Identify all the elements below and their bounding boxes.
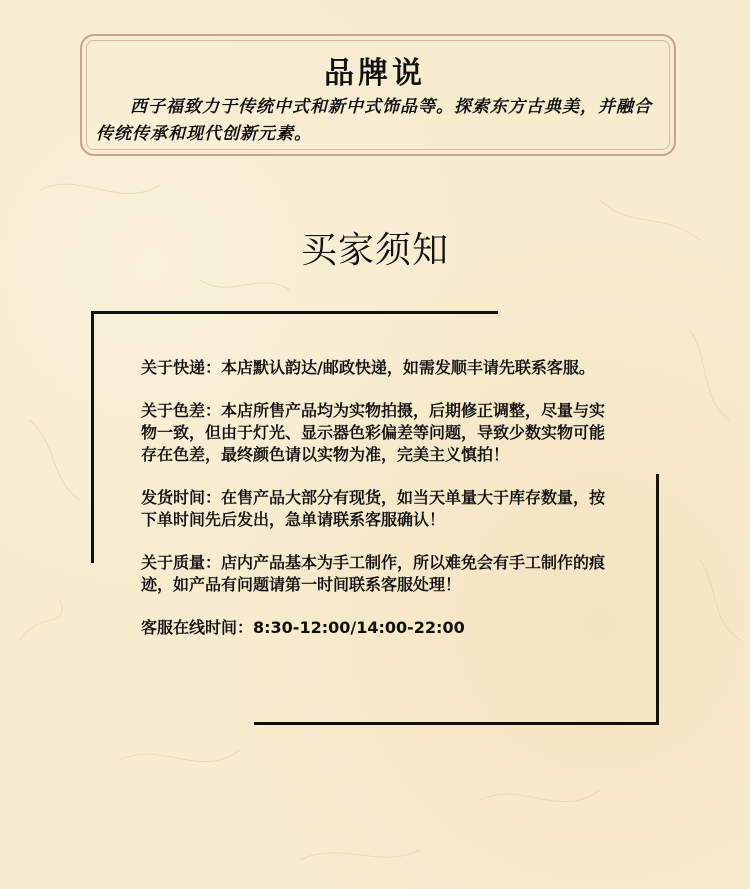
notice-delivery-time: 发货时间：在售产品大部分有现货，如当天单量大于库存数量，按下单时间先后发出，急单请联系客服确认！ bbox=[141, 488, 606, 529]
notice-color-difference: 关于色差：本店所售产品均为实物拍摄，后期修正调整，尽量与实物一致，但由于灯光、显示器色彩偏差等问题，导致少数实物可能存在色差，最终颜色请以实物为准，完美主义慎拍！ bbox=[141, 401, 606, 464]
frame-line-right bbox=[656, 474, 659, 725]
notice-quality: 关于质量：店内产品基本为手工制作，所以难免会有手工制作的痕迹，如产品有问题请第一时间联系客服处理！ bbox=[141, 553, 606, 594]
brand-title: 品牌说 bbox=[324, 56, 426, 91]
frame-line-bottom bbox=[254, 722, 659, 725]
notice-service-hours: 客服在线时间：8:30-12:00/14:00-22:00 bbox=[141, 618, 465, 637]
notice-body bbox=[141, 357, 616, 660]
frame-line-left bbox=[91, 311, 94, 563]
notice-shipping: 关于快递：本店默认韵达/邮政快递，如需发顺丰请先联系客服。 bbox=[141, 358, 595, 377]
notice-title: 买家须知 bbox=[300, 230, 449, 271]
brand-description: 西子福致力于传统中式和新中式饰品等。探索东方古典美，并融合传统传承和现代创新元素。 bbox=[96, 97, 652, 144]
frame-line-top bbox=[91, 311, 498, 314]
